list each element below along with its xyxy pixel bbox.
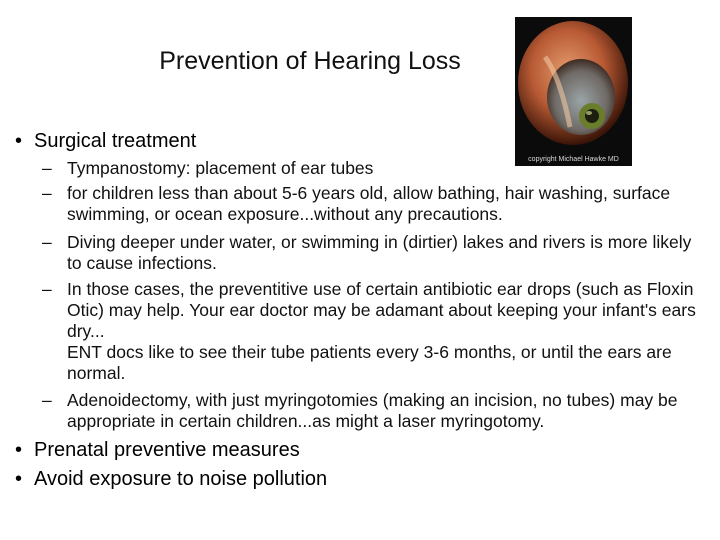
sub-bullet-text: Tympanostomy: placement of ear tubes — [67, 158, 374, 178]
sub-bullet-item — [42, 390, 710, 432]
dash-glyph: – — [42, 232, 52, 252]
bullet-glyph: • — [15, 468, 23, 490]
sub-bullet-item — [42, 232, 710, 274]
sub-bullet-item — [42, 183, 710, 225]
photo-credit: copyright Michael Hawke MD — [528, 156, 619, 163]
sub-bullet-text: Adenoidectomy, with just myringotomies (making an incision, no tubes) may be appropriate in certain children...as might a laser myringotomy. — [67, 390, 678, 431]
bullet-text: Prenatal preventive measures — [34, 439, 300, 461]
sub-bullet-item — [42, 279, 710, 384]
bullet-text: Surgical treatment — [34, 130, 197, 152]
sub-bullet-item — [42, 158, 710, 179]
sub-bullet-text: In those cases, the preventitive use of certain antibiotic ear drops (such as Floxin Otic) may help. Your ear doctor may be adamant about keeping your infant's ears dry... ENT docs like to see their tube patients every 3-6 months, or until the ears are normal. — [67, 279, 696, 383]
dash-glyph: – — [42, 158, 52, 178]
ear-canal-photo — [515, 17, 632, 166]
dash-glyph: – — [42, 279, 52, 299]
dash-glyph: – — [42, 183, 52, 203]
dash-glyph: – — [42, 390, 52, 410]
bullet-glyph: • — [15, 130, 23, 152]
bullet-text: Avoid exposure to noise pollution — [34, 468, 328, 490]
slide-title: Prevention of Hearing Loss — [159, 47, 461, 75]
sub-bullet-text: for children less than about 5-6 years old, allow bathing, hair washing, surface swimming, or ocean exposure...without any precautions. — [67, 183, 671, 224]
bullet-glyph: • — [15, 439, 23, 461]
sub-bullet-text: Diving deeper under water, or swimming in (dirtier) lakes and rivers is more likely to cause infections. — [67, 232, 692, 273]
ear-canal-photo-icon — [515, 17, 632, 166]
